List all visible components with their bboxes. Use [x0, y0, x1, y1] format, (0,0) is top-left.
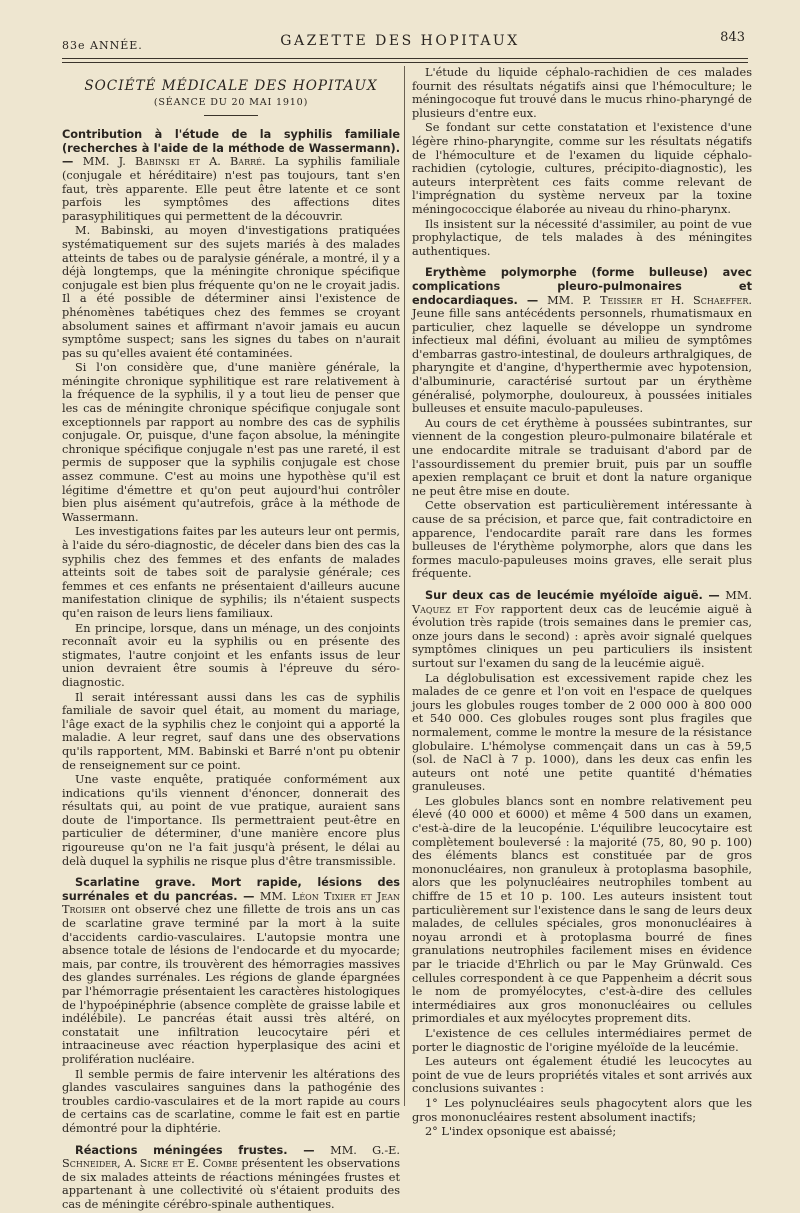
paragraph: Les globules blancs sont en nombre relativement peu élevé (40 000 et 6000) et même 4 500 dans un examen, c'est-à-dire de la leucopénie. L'équilibre leucocytaire est complètement bouleversé : la majorité (75, 80, 90 p. 100) des éléments blancs est constituée par de gros mononucléaires, non granuleux à protoplasma basophile, alors que les polynucléaires neutrophiles tombent au chiffre de 15 et 10 p. 100. Les auteurs insistent tout particulièrement sur l'existence dans le sang de leurs deux malades, de cellules spéciales, gros mononucléaires à noyau arrondi et à protoplasma bourré de fines granulations neutrophiles facilement mises en évidence par le triacide d'Ehrlich ou par le May Grünwald. Ces cellules correspondent à ce que Pappenheim a décrit sous le nom de promyélocytes, c'est-à-dire des cellules intermédiaires aux gros mononucléaires ou cellules primordiales et aux myélocytes proprement dits. [412, 794, 752, 1026]
running-header [0, 0, 800, 64]
section-rule [204, 115, 258, 116]
article-authors: MM. P. Teissier et H. Schaeffer. [547, 293, 753, 307]
paragraph: M. Babinski, au moyen d'investigations pratiquées systématiquement sur des sujets mariés à des malades atteints de tabes ou de paralysie générale, a montré, il y a déjà longtemps, que la méningite chronique spécifique conjugale est bien plus fréquente qu'on ne le croyait jadis. Il a été possible de déterminer ainsi l'existence de phénomènes tabétiques chez des femmes se croyant absolument saines et affirmant n'avoir jamais eu aucun symptôme suspect; sans les signes du tabes on n'aurait pas su qu'elles avaient été contaminées. [62, 224, 400, 360]
paragraph: En principe, lorsque, dans un ménage, un des conjoints reconnaît avoir eu la syphilis ou en présente des stigmates, l'autre conjoint et les enfants issus de leur union devraient être soumis à l'épreuve du séro-diagnostic. [62, 621, 400, 689]
paragraph: Il semble permis de faire intervenir les altérations des glandes vasculaires sanguines dans la pathogénie des troubles cardio-vasculaires et de la mort rapide au cours de certains cas de scarlatine, comme le fait est en partie démontré pour la diphtérie. [62, 1067, 400, 1135]
article-authors: MM. Léon Tixier et Jean Troisier [62, 889, 401, 917]
paragraph: Cette observation est particulièrement intéressante à cause de sa précision, et parce que, fait contradictoire en apparence, l'endocardite paraît rare dans les formes bulleuses de l'érythème polymorphe, alors que dans les formes maculo-papuleuses moins graves, elle serait plus fréquente. [412, 499, 752, 581]
header-rule-thick [62, 58, 748, 59]
paragraph: La déglobulisation est excessivement rapide chez les malades de ce genre et l'on voit en l'espace de quelques jours les globules rouges tomber de 2 000 000 à 800 000 et 540 000. Ces globules rouges sont plus fragiles que normalement, comme le montre la mesure de la résistance globulaire. L'hémolyse commençait dans un cas à 59,5 (sol. de NaCl à 7 p. 1000), dans les deux cas enfin les auteurs ont noté une petite quantité d'hématies granuleuses. [412, 671, 752, 794]
paragraph: Les investigations faites par les auteurs leur ont permis, à l'aide du séro-diagnostic, de déceler dans bien des cas la syphilis chez des femmes et des enfants de malades atteints soit de tabes soit de paralysie générale; ces femmes et ces enfants ne présentaient d'ailleurs aucune manifestation clinique de syphilis; ils n'étaient suspects qu'en raison de leurs liens familiaux. [62, 525, 400, 620]
article-syphilis-lead [62, 128, 400, 223]
article-heading: Réactions méningées frustes. — [75, 1143, 331, 1157]
list-item: 1° Les polynucléaires seuls phagocytent alors que les gros mononucléaires restent absolument inactifs; [412, 1096, 752, 1124]
page-number: 843 [720, 30, 745, 45]
article-authors: MM. G.-E. Schneider, A. Sicre et E. Combe [62, 1143, 400, 1171]
article-erytheme-lead [412, 266, 752, 416]
right-column [412, 66, 752, 1140]
header-rule-thin [62, 62, 748, 63]
volume-year: 83e ANNÉE. [62, 39, 143, 52]
article-heading: Sur deux cas de leucémie myéloïde aiguë. — [425, 588, 726, 602]
paragraph: Il serait intéressant aussi dans les cas de syphilis familiale de savoir quel était, au moment du mariage, l'âge exact de la syphilis chez le conjoint qui a apporté la maladie. A leur regret, sauf dans une des observations qu'ils rapportent, MM. Babinski et Barré n'ont pu obtenir de renseignement sur ce point. [62, 690, 400, 772]
paragraph: présentent les observations de six malades atteints de réactions méningées frustes et appartenant à une collectivité où s'étaient produits des cas de méningite cérébro-spinale authentiques. [62, 1157, 400, 1211]
paragraph: Ils insistent sur la nécessité d'assimiler, au point de vue prophylactique, de tels malades à des méningites authentiques. [412, 217, 752, 258]
paragraph: Si l'on considère que, d'une manière générale, la méningite chronique syphilitique est rare relativement à la fréquence de la syphilis, il y a tout lieu de penser que les cas de méningite chronique spécifique conjugale sont exceptionnels par rapport au nombre des cas de syphilis conjugale. Or, puisque, d'une façon absolue, la méningite chronique spécifique conjugale n'est pas une rareté, il est permis de supposer que la syphilis conjugale est chose assez commune. C'est au moins une hypothèse qu'il est légitime d'émettre et qu'on peut aujourd'hui contrôler bien plus aisément qu'autrefois, grâce à la méthode de Wassermann. [62, 361, 400, 524]
paragraph: Se fondant sur cette constatation et l'existence d'une légère rhino-pharyngite, comme sur les résultats négatifs de l'hémoculture et de l'examen du liquide céphalo-rachidien (cytologie, cultures, précipito-diagnostic), les auteurs interprètent ces faits comme relevant de l'imprégnation du système nerveux par la toxine méningococcique élaborée au niveau du rhino-pharynx. [412, 121, 752, 216]
left-column [62, 66, 400, 1213]
paragraph: Les auteurs ont également étudié les leucocytes au point de vue de leurs propriétés vitales et sont arrivés aux conclusions suivantes : [412, 1055, 752, 1096]
article-heading: Erythème polymorphe (forme bulleuse) avec complications pleuro-pulmonaires et endocardiaques. — [412, 266, 752, 307]
article-heading: Contribution à l'étude de la syphilis familiale (recherches à l'aide de la méthode de Wassermann). — [62, 128, 400, 169]
paragraph: L'existence de ces cellules intermédiaires permet de porter le diagnostic de l'origine myéloïde de la leucémie. [412, 1026, 752, 1054]
paragraph: rapportent deux cas de leucémie aiguë à évolution très rapide (trois semaines dans le premier cas, onze jours dans le second) : après avoir signalé quelques symptômes cliniques un peu particuliers ils insistent surtout sur l'examen du sang de la leucémie aiguë. [412, 602, 753, 670]
article-scarlatine-lead [62, 876, 400, 1066]
journal-title: GAZETTE DES HOPITAUX [280, 33, 520, 49]
article-authors: MM. J. Babinski et A. Barré. [82, 155, 275, 169]
article-reactions-lead [62, 1144, 400, 1212]
society-title: SOCIÉTÉ MÉDICALE DES HOPITAUX [84, 78, 378, 94]
session-date: (SÉANCE DU 20 MAI 1910) [153, 96, 309, 108]
paragraph: Une vaste enquête, pratiquée conformément aux indications qu'ils viennent d'énoncer, donnerait des résultats qui, au point de vue pratique, auraient sans doute de l'importance. Ils permettraient peut-être en particulier de déterminer, d'une manière encore plus rigoureuse qu'on ne l'a fait jusqu'à présent, le délai au delà duquel la syphilis ne risque plus d'être transmissible. [62, 773, 400, 868]
article-authors: MM. Vaquez et Foy [412, 588, 752, 616]
paragraph: ont observé chez une fillette de trois ans un cas de scarlatine grave terminé par la mort à la suite d'accidents cardio-vasculaires. L'autopsie montra une absence totale de lésions de l'endocarde et du myocarde; mais, par contre, ils trouvèrent des hémorragies massives des glandes surrénales. Les régions de glande épargnées par l'hémorragie présentaient les caractères histologiques de l'hypoépinéphrie (absence complète de graisse labile et indélébile). Le pancréas était aussi très altéré, on constatait une infiltration leucocytaire péri et intraacineuse avec réaction hyperplasique des acini et prolifération nucléaire. [62, 903, 400, 1066]
article-leucemie-lead [412, 589, 752, 671]
paragraph: L'étude du liquide céphalo-rachidien de ces malades fournit des résultats négatifs ainsi que l'hémoculture; le méningocoque fut trouvé dans le mucus rhino-pharyngé de plusieurs d'entre eux. [412, 66, 752, 120]
paragraph: La syphilis familiale (conjugale et héréditaire) n'est pas toujours, tant s'en faut, très apparente. Elle peut être latente et ce sont parfois les symptômes des affections dites parasyphilitiques qui permettent de la découvrir. [62, 155, 400, 223]
article-heading: Scarlatine grave. Mort rapide, lésions des surrénales et du pancréas. — [62, 876, 400, 903]
column-divider [404, 66, 405, 1106]
list-item: 2° L'index opsonique est abaissé; [425, 1125, 617, 1139]
paragraph: Au cours de cet érythème à poussées subintrantes, sur viennent de la congestion pleuro-pulmonaire bilatérale et une endocardite mitrale se traduisant d'abord par de l'assourdissement du premier bruit, puis par un souffle apexien remplaçant ce bruit et dont la nature organique ne peut être mise en doute. [412, 416, 752, 498]
paragraph: Jeune fille sans antécédents personnels, rhumatismaux en particulier, chez laquelle se développe un syndrome infectieux mal défini, évoluant au milieu de symptômes d'embarras gastro-intestinal, de douleurs arthralgiques, de pharyngite et d'angine, d'hyperthermie avec hypotension, d'albuminurie, caractérisé surtout par un érythème généralisé, polymorphe, douloureux, à poussées initiales bulleuses et ensuite maculo-papuleuses. [412, 307, 752, 416]
